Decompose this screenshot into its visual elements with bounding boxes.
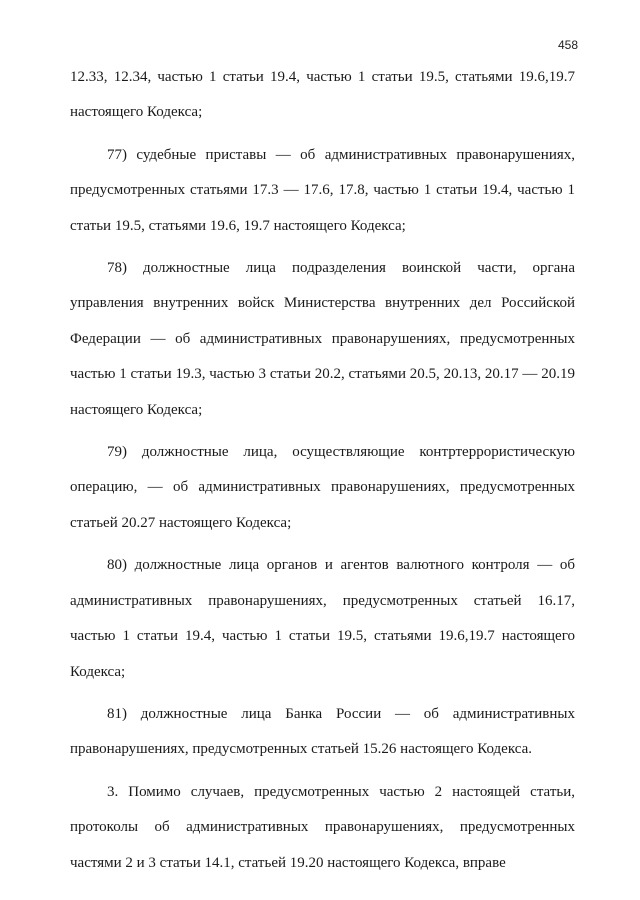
paragraph-item-78: 78) должностные лица подразделения воинской части, органа управления внутренних войск Министерства внутренних дел Российской Федерации — об административных правонарушениях, предусмотренных частью 1 статьи 19.3, частью 3 статьи 20.2, статьями 20.5, 20.13, 20.17 — 20.19 настоящего Кодекса; [70, 260, 575, 418]
paragraph-item-77: 77) судебные приставы — об административных правонарушениях, предусмотренных статьями 17.3 — 17.6, 17.8, частью 1 статьи 19.4, частью 1 статьи 19.5, статьями 19.6, 19.7 настоящего Кодекса; [70, 146, 575, 234]
paragraph-item-81: 81) должностные лица Банка России — об административных правонарушениях, предусмотренных статьей 15.26 настоящего Кодекса. [70, 705, 575, 758]
paragraph-item-79: 79) должностные лица, осуществляющие контртеррористическую операцию, — об административных правонарушениях, предусмотренных статьей 20.27 настоящего Кодекса; [70, 444, 575, 531]
paragraph-part-3: 3. Помимо случаев, предусмотренных частью 2 настоящей статьи, протоколы об административных правонарушениях, предусмотренных частями 2 и 3 статьи 14.1, статьей 19.20 настоящего Кодекса, вправе [70, 783, 575, 871]
page-number: 458 [557, 38, 578, 52]
paragraph-item-80: 80) должностные лица органов и агентов валютного контроля — об административных правонарушениях, предусмотренных статьей 16.17, частью 1 статьи 19.4, частью 1 статьи 19.5, статьями 19.6,19.7 настоящего Кодекса; [70, 557, 575, 680]
document-body [70, 60, 575, 888]
paragraph-continuation: 12.33, 12.34, частью 1 статьи 19.4, частью 1 статьи 19.5, статьями 19.6,19.7 настоящего Кодекса; [70, 69, 575, 121]
